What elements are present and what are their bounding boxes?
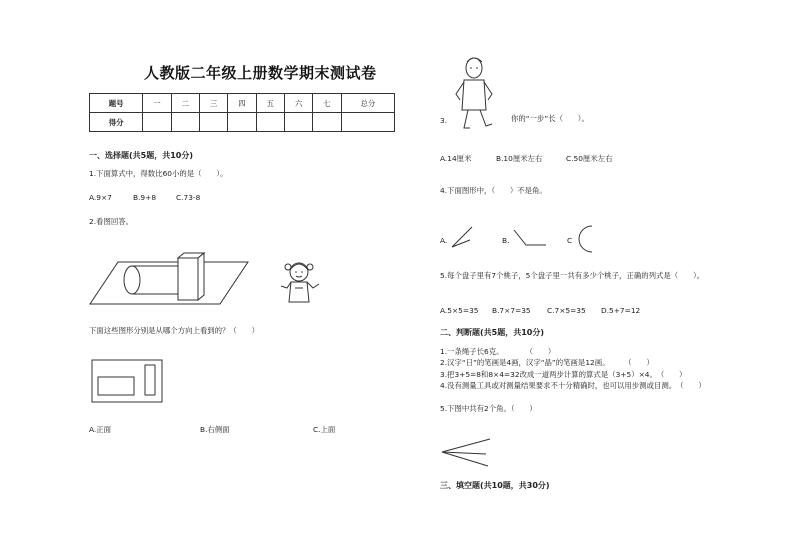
- judge-item: 5.下图中共有2个角。（ ）: [440, 404, 537, 413]
- table-header-cell: 一: [143, 94, 171, 113]
- q3-number: 3.: [440, 116, 448, 125]
- score-cell: [341, 113, 394, 132]
- section2-heading: 二、判断题(共5题，共10分): [440, 328, 545, 337]
- q4-option-c: C: [567, 236, 573, 245]
- section1-heading: 一、选择题(共5题，共10分): [89, 151, 194, 160]
- q2-option-b: B.右侧面: [200, 425, 230, 434]
- q5-option-d: D.5+7=12: [601, 306, 641, 315]
- q1-option-a: A.9×7: [89, 193, 112, 202]
- table-header-cell: 六: [284, 94, 312, 113]
- judge-item: 2.汉字“日”的笔画是4画，汉字“晶”的笔画是12画。 （ ）: [440, 358, 654, 367]
- q1-option-b: B.9+8: [133, 193, 157, 202]
- angle-b-figure: [512, 228, 548, 248]
- score-cell: [284, 113, 312, 132]
- score-cell: [143, 113, 171, 132]
- q4-option-a: A.: [440, 236, 448, 245]
- score-cell: [256, 113, 284, 132]
- table-header-cell: 总分: [341, 94, 394, 113]
- q2-option-c: C.上面: [313, 425, 336, 434]
- table-header-cell: 三: [199, 94, 227, 113]
- page-title: 人教版二年级上册数学期末测试卷: [144, 64, 377, 82]
- views-figure: [92, 360, 162, 402]
- q1-text: 1.下面算式中，得数比60小的是（ ）。: [89, 169, 228, 178]
- score-row-label: 得分: [90, 113, 143, 132]
- q1-option-c: C.73-8: [176, 193, 201, 202]
- angle-a-figure: [450, 225, 474, 249]
- score-cell: [199, 113, 227, 132]
- girl-figure: [273, 258, 325, 308]
- score-cell: [228, 113, 256, 132]
- arc-c-figure: [576, 224, 596, 254]
- q3-option-b: B.10厘米左右: [496, 154, 543, 163]
- judge-item: 3.把3+5=8和8×4=32改成一道两步计算的算式是（3+5）×4。 （ ）: [440, 370, 687, 379]
- table-row: [90, 113, 395, 132]
- q5-option-c: C.7×5=35: [547, 306, 586, 315]
- score-cell: [171, 113, 199, 132]
- rays-figure: [440, 438, 492, 468]
- q4-option-b: B.: [502, 236, 510, 245]
- q3-option-a: A.14厘米: [440, 154, 472, 163]
- q5-option-a: A.5×5=35: [440, 306, 479, 315]
- q5-text: 5.每个盘子里有7个桃子，5个盘子里一共有多少个桃子，正确的列式是（ ）。: [440, 271, 705, 280]
- section3-heading: 三、填空题(共10题，共30分): [440, 481, 550, 490]
- walking-boy-figure: [452, 56, 496, 136]
- score-cell: [313, 113, 341, 132]
- q2-option-a: A.正面: [89, 425, 112, 434]
- q2-text: 2.看图回答。: [89, 217, 134, 226]
- judge-item: 1.一条绳子长6克。 （ ）: [440, 347, 556, 356]
- table-header-cell: 题号: [90, 94, 143, 113]
- table-header-cell: 五: [256, 94, 284, 113]
- q3-option-c: C.50厘米左右: [566, 154, 613, 163]
- cylinder-cuboid-figure: [90, 250, 250, 310]
- score-table: [89, 93, 395, 132]
- q5-option-b: B.7×7=35: [492, 306, 531, 315]
- table-row: [90, 94, 395, 113]
- q4-text: 4.下面图形中，（ ）不是角。: [440, 186, 547, 195]
- q2-question: 下面这些图形分别是从哪个方向上看到的？（ ）: [89, 326, 259, 335]
- table-header-cell: 七: [313, 94, 341, 113]
- judge-item: 4.没有测量工具或对测量结果要求不十分精确时，也可以用步测或目测。 （ ）: [440, 381, 706, 390]
- q3-text: 你的“一步”长（ ）。: [511, 114, 589, 123]
- table-header-cell: 四: [228, 94, 256, 113]
- table-header-cell: 二: [171, 94, 199, 113]
